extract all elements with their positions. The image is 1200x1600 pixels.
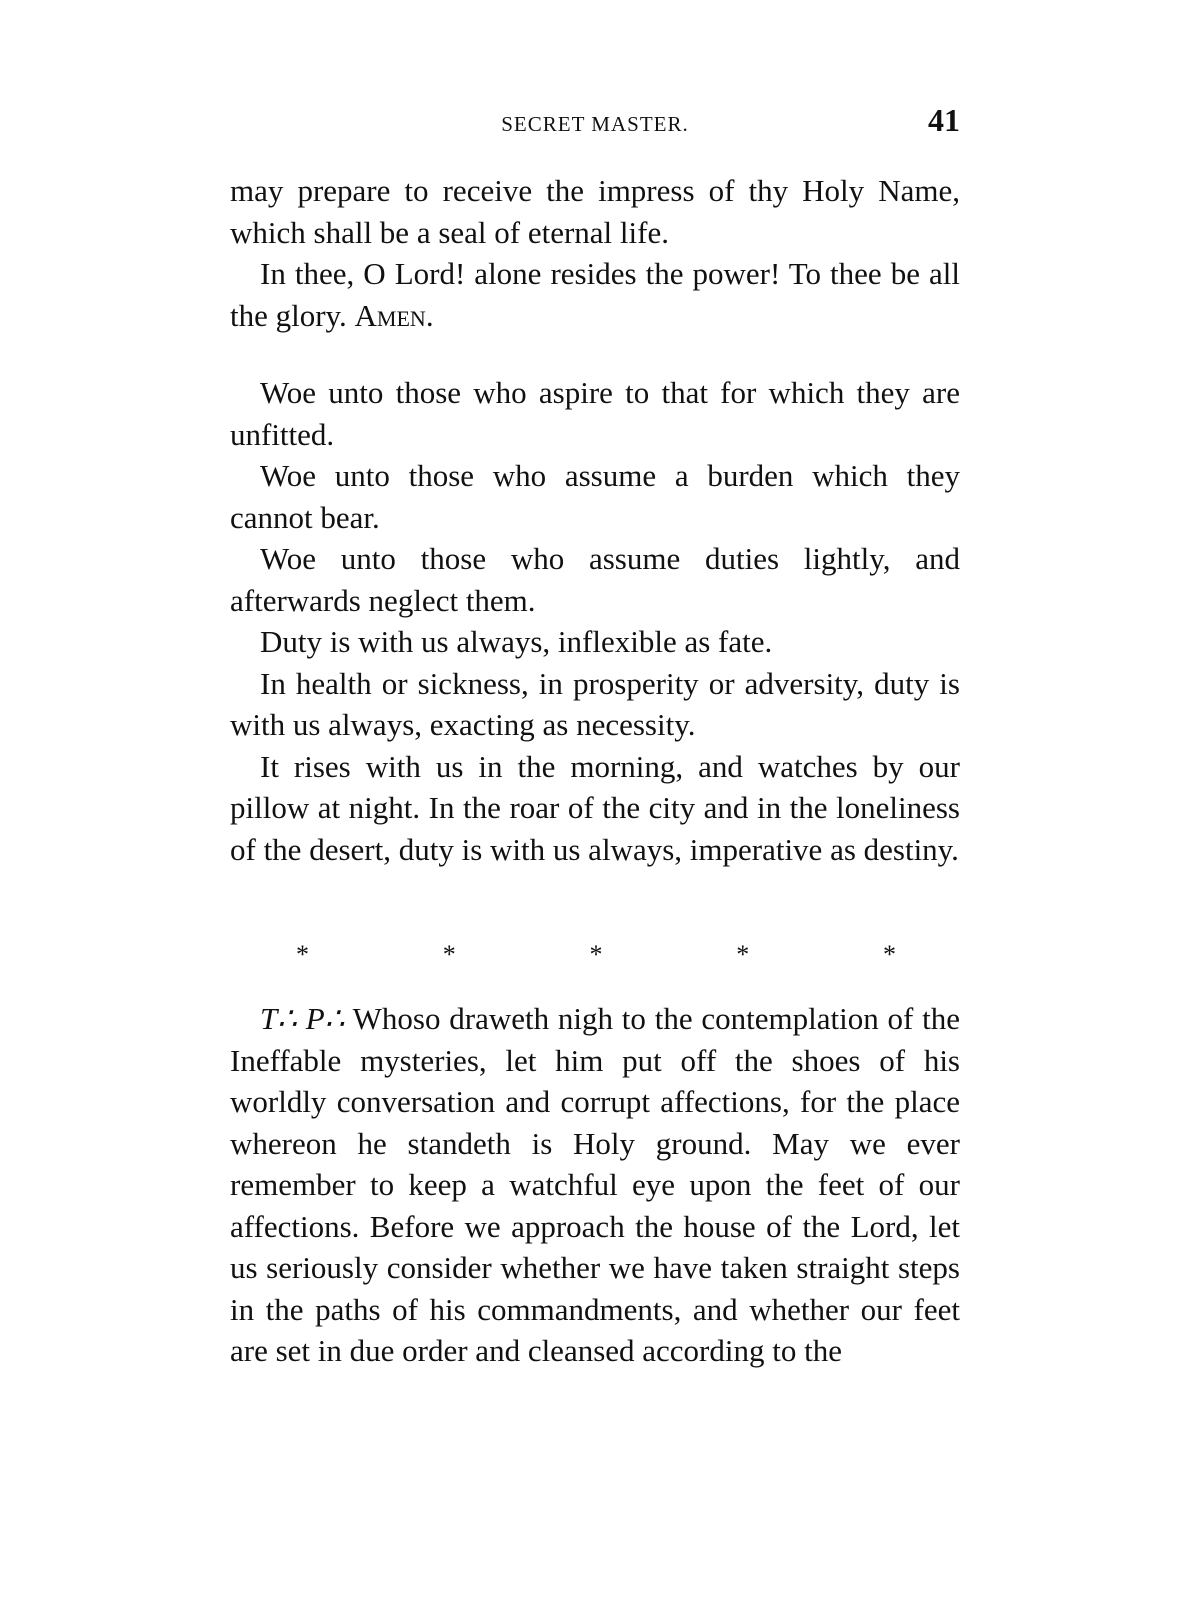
paragraph-text: In thee, O Lord! alone resides the power! To thee be all the glory. bbox=[230, 256, 960, 333]
paragraph: Woe unto those who assume a burden which they cannot bear. bbox=[230, 458, 960, 535]
paragraph: It rises with us in the morning, and watches by our pillow at night. In the roar of the city and in the loneliness of the desert, duty is with us always, imperative as destiny. bbox=[230, 748, 960, 867]
paragraph: In health or sickness, in prosperity or adversity, duty is with us always, exacting as necessity. bbox=[230, 665, 960, 742]
page-number: 41 bbox=[928, 102, 960, 138]
ritual-speech bbox=[230, 998, 960, 1372]
asterisk-mark: * bbox=[736, 940, 750, 969]
paragraph: Duty is with us always, inflexible as fate. bbox=[260, 624, 773, 659]
running-title: SECRET MASTER. bbox=[501, 112, 689, 136]
paragraph bbox=[230, 253, 960, 336]
paragraph-text: Whoso draweth nigh to the contemplation of the Ineffable mysteries, let him put off the shoes of his worldly conversation and corrupt affections, for the place whereon he standeth is Holy ground. May we ever remember to keep a watchful eye upon the feet of our affections. Before we approach the house of the Lord, let us seriously consider whether we have taken straight steps in the paths of his commandments, and whether our feet are set in due order and cleansed according to the bbox=[230, 1001, 960, 1368]
section-separator bbox=[296, 940, 896, 980]
paragraph bbox=[230, 998, 960, 1372]
paragraph: may prepare to receive the impress of thy Holy Name, which shall be a seal of eternal life. bbox=[230, 173, 960, 250]
asterisk-mark: * bbox=[883, 940, 896, 969]
running-head bbox=[230, 102, 960, 142]
duty-passage bbox=[230, 372, 960, 870]
speaker-label: T∴ P∴ bbox=[260, 1001, 345, 1036]
amen-word: Amen. bbox=[354, 297, 434, 333]
asterisk-mark: * bbox=[442, 940, 456, 969]
asterisk-mark: * bbox=[589, 940, 603, 969]
paragraph: Woe unto those who aspire to that for which they are unfitted. bbox=[230, 375, 960, 452]
paragraph: Woe unto those who assume duties lightly, and afterwards neglect them. bbox=[230, 541, 960, 618]
asterisk-mark: * bbox=[296, 940, 309, 969]
prayer-conclusion bbox=[230, 170, 960, 336]
